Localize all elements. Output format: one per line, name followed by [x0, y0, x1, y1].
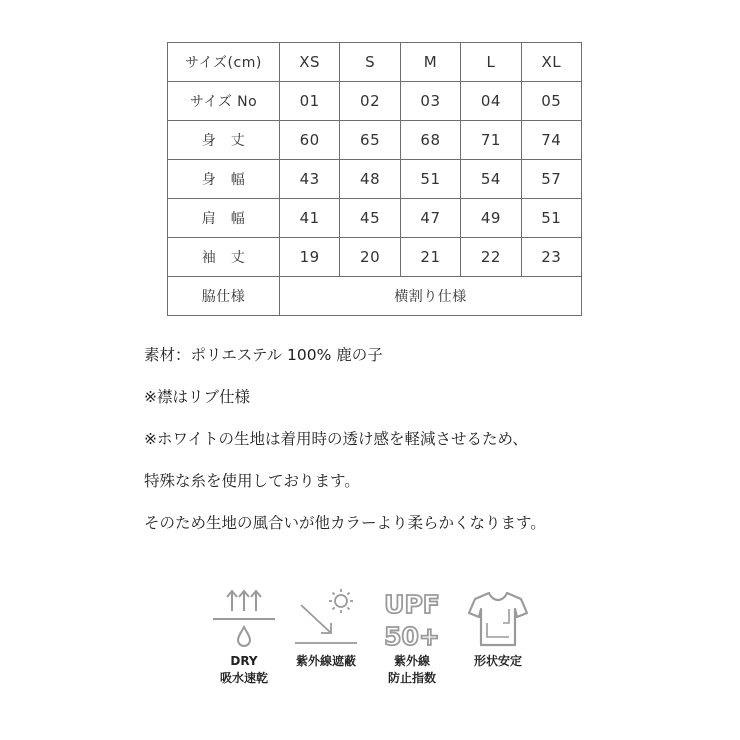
table-header-cell: サイズ(cm) — [168, 43, 280, 82]
table-cell: 51 — [400, 160, 460, 199]
table-row — [168, 199, 582, 238]
dry-icon — [209, 585, 279, 653]
table-cell: 03 — [400, 82, 460, 121]
feature-caption: 吸水速乾 — [219, 671, 268, 685]
feature-caption: 紫外線遮蔽 — [295, 654, 356, 668]
table-cell: 51 — [521, 199, 581, 238]
table-cell: 20 — [340, 238, 400, 277]
table-cell: 02 — [340, 82, 400, 121]
table-cell: 43 — [280, 160, 340, 199]
table-cell: 19 — [280, 238, 340, 277]
note-line: 特殊な糸を使用しております。 — [144, 472, 360, 490]
row-label: 身 丈 — [168, 121, 280, 160]
material-notes — [144, 345, 704, 555]
feature-caption: 形状安定 — [473, 654, 522, 668]
feature-caption: 紫外線 — [393, 654, 430, 668]
feature-shape-stable — [459, 585, 537, 670]
table-header-cell: L — [461, 43, 521, 82]
table-cell: 65 — [340, 121, 400, 160]
table-cell: 54 — [461, 160, 521, 199]
table-cell: 71 — [461, 121, 521, 160]
note-line: そのため生地の風合いが他カラーより柔らかくなります。 — [144, 514, 546, 532]
table-header-cell: M — [400, 43, 460, 82]
feature-icons — [205, 585, 545, 705]
table-row — [168, 121, 582, 160]
table-cell: 57 — [521, 160, 581, 199]
upf-icon — [377, 585, 447, 653]
row-label: 脇仕様 — [168, 277, 280, 316]
table-cell: 48 — [340, 160, 400, 199]
feature-uv-block — [287, 585, 365, 670]
table-cell: 47 — [400, 199, 460, 238]
table-cell: 49 — [461, 199, 521, 238]
table-cell: 41 — [280, 199, 340, 238]
note-line: 素材：ポリエステル 100% 鹿の子 — [144, 346, 383, 364]
table-header-cell: XS — [280, 43, 340, 82]
table-header-row — [168, 43, 582, 82]
tshirt-icon — [463, 585, 533, 653]
table-cell: 04 — [461, 82, 521, 121]
table-cell: 23 — [521, 238, 581, 277]
table-cell: 60 — [280, 121, 340, 160]
row-label: 肩 幅 — [168, 199, 280, 238]
table-cell: 74 — [521, 121, 581, 160]
upf-badge-line: UPF — [384, 590, 440, 619]
feature-caption: 防止指数 — [387, 671, 436, 685]
table-cell: 21 — [400, 238, 460, 277]
row-label: 身 幅 — [168, 160, 280, 199]
uv-block-icon — [291, 585, 361, 653]
table-row — [168, 238, 582, 277]
table-cell: 22 — [461, 238, 521, 277]
size-table — [167, 42, 582, 316]
feature-upf — [373, 585, 451, 687]
table-cell: 45 — [340, 199, 400, 238]
table-row — [168, 160, 582, 199]
table-cell: 68 — [400, 121, 460, 160]
row-label: サイズ No — [168, 82, 280, 121]
feature-dry — [205, 585, 283, 687]
note-line: ※襟はリブ仕様 — [144, 388, 250, 406]
feature-caption: DRY — [230, 654, 258, 668]
table-header-cell: XL — [521, 43, 581, 82]
row-label: 袖 丈 — [168, 238, 280, 277]
table-row — [168, 277, 582, 316]
table-cell: 05 — [521, 82, 581, 121]
table-header-cell: S — [340, 43, 400, 82]
table-cell: 横割り仕様 — [280, 277, 582, 316]
table-cell: 01 — [280, 82, 340, 121]
note-line: ※ホワイトの生地は着用時の透け感を軽減させるため、 — [144, 430, 528, 448]
upf-badge-line: 50+ — [384, 622, 440, 651]
table-row — [168, 82, 582, 121]
